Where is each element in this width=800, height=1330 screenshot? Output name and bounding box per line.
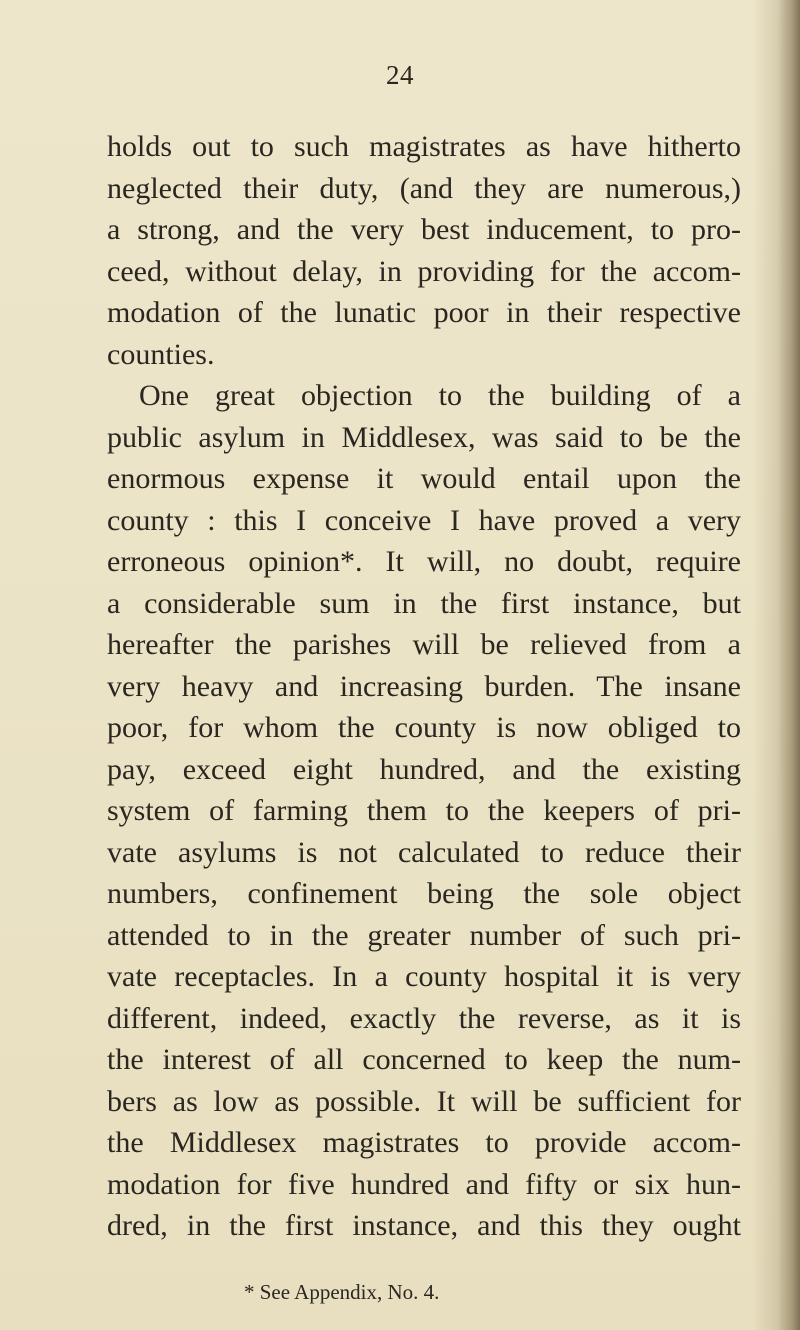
text-line: a strong, and the very best inducement, to pro-	[107, 213, 741, 246]
text-line: attended to in the greater number of such pri-	[107, 918, 741, 952]
text-line: numbers, confinement being the sole object	[107, 877, 741, 910]
text-line: One great objection to the building of a	[139, 379, 741, 412]
text-line: hereafter the parishes will be relieved from a	[107, 628, 741, 661]
footnote: * See Appendix, No. 4.	[244, 1280, 440, 1304]
text-line: very heavy and increasing burden. The insane	[107, 669, 741, 703]
text-line: bers as low as possible. It will be sufficient for	[107, 1084, 741, 1118]
text-line: enormous expense it would entail upon the	[107, 462, 741, 495]
text-line: erroneous opinion*. It will, no doubt, require	[107, 545, 741, 578]
body-text	[107, 126, 741, 1247]
text-line: poor, for whom the county is now obliged to	[107, 711, 741, 744]
text-line: system of farming them to the keepers of pri-	[107, 794, 741, 827]
text-line: a considerable sum in the first instance, but	[107, 586, 741, 620]
text-line: counties.	[107, 337, 215, 371]
text-line: county : this I conceive I have proved a very	[107, 503, 741, 537]
text-line: public asylum in Middlesex, was said to be the	[107, 420, 741, 454]
text-line: holds out to such magistrates as have hitherto	[107, 130, 741, 163]
page-number: 24	[386, 60, 414, 90]
text-line: modation for five hundred and fifty or six hun-	[107, 1167, 741, 1201]
page-edge-shadow	[778, 0, 800, 1330]
text-line: vate receptacles. In a county hospital it is very	[107, 960, 741, 993]
text-line: the interest of all concerned to keep the num-	[107, 1043, 741, 1076]
text-line: dred, in the first instance, and this they ought	[107, 1209, 741, 1242]
text-line: pay, exceed eight hundred, and the existing	[107, 752, 741, 786]
text-line: vate asylums is not calculated to reduce their	[107, 835, 741, 869]
text-line: neglected their duty, (and they are numerous,)	[107, 171, 741, 205]
text-line: ceed, without delay, in providing for the accom-	[107, 254, 741, 288]
text-line: the Middlesex magistrates to provide accom-	[107, 1126, 741, 1159]
text-line: modation of the lunatic poor in their respective	[107, 296, 741, 329]
text-line: different, indeed, exactly the reverse, as it is	[107, 1001, 741, 1035]
